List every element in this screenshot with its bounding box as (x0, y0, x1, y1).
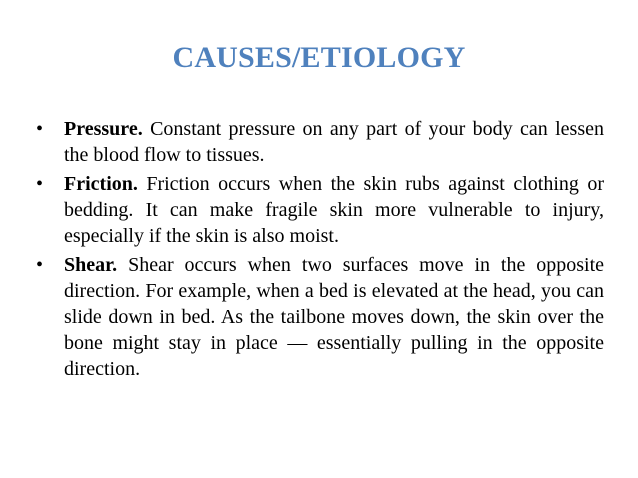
bullet-icon: • (36, 173, 44, 195)
bullet-text: Constant pressure on any part of your body can lessen the blood flow to tissues. (64, 118, 605, 166)
bullet-item-shear (36, 252, 604, 382)
bullet-term: Friction. (64, 173, 138, 195)
bullet-list (36, 116, 604, 385)
bullet-item-pressure (36, 116, 604, 168)
bullet-text: Shear occurs when two surfaces move in the opposite direction. For example, when a bed is elevated at the head, you can slide down in bed. As the tailbone moves down, the skin over the bone might stay in place — essentially pulling in the opposite direction. (64, 254, 605, 380)
bullet-text: Friction occurs when the skin rubs against clothing or bedding. It can make fragile skin more vulnerable to injury, especially if the skin is also moist. (64, 173, 605, 247)
bullet-icon: • (36, 254, 44, 276)
bullet-term: Shear. (64, 254, 118, 276)
bullet-icon: • (36, 118, 44, 140)
bullet-item-friction (36, 171, 604, 249)
slide-title: CAUSES/ETIOLOGY (172, 41, 466, 74)
bullet-term: Pressure. (64, 118, 143, 140)
